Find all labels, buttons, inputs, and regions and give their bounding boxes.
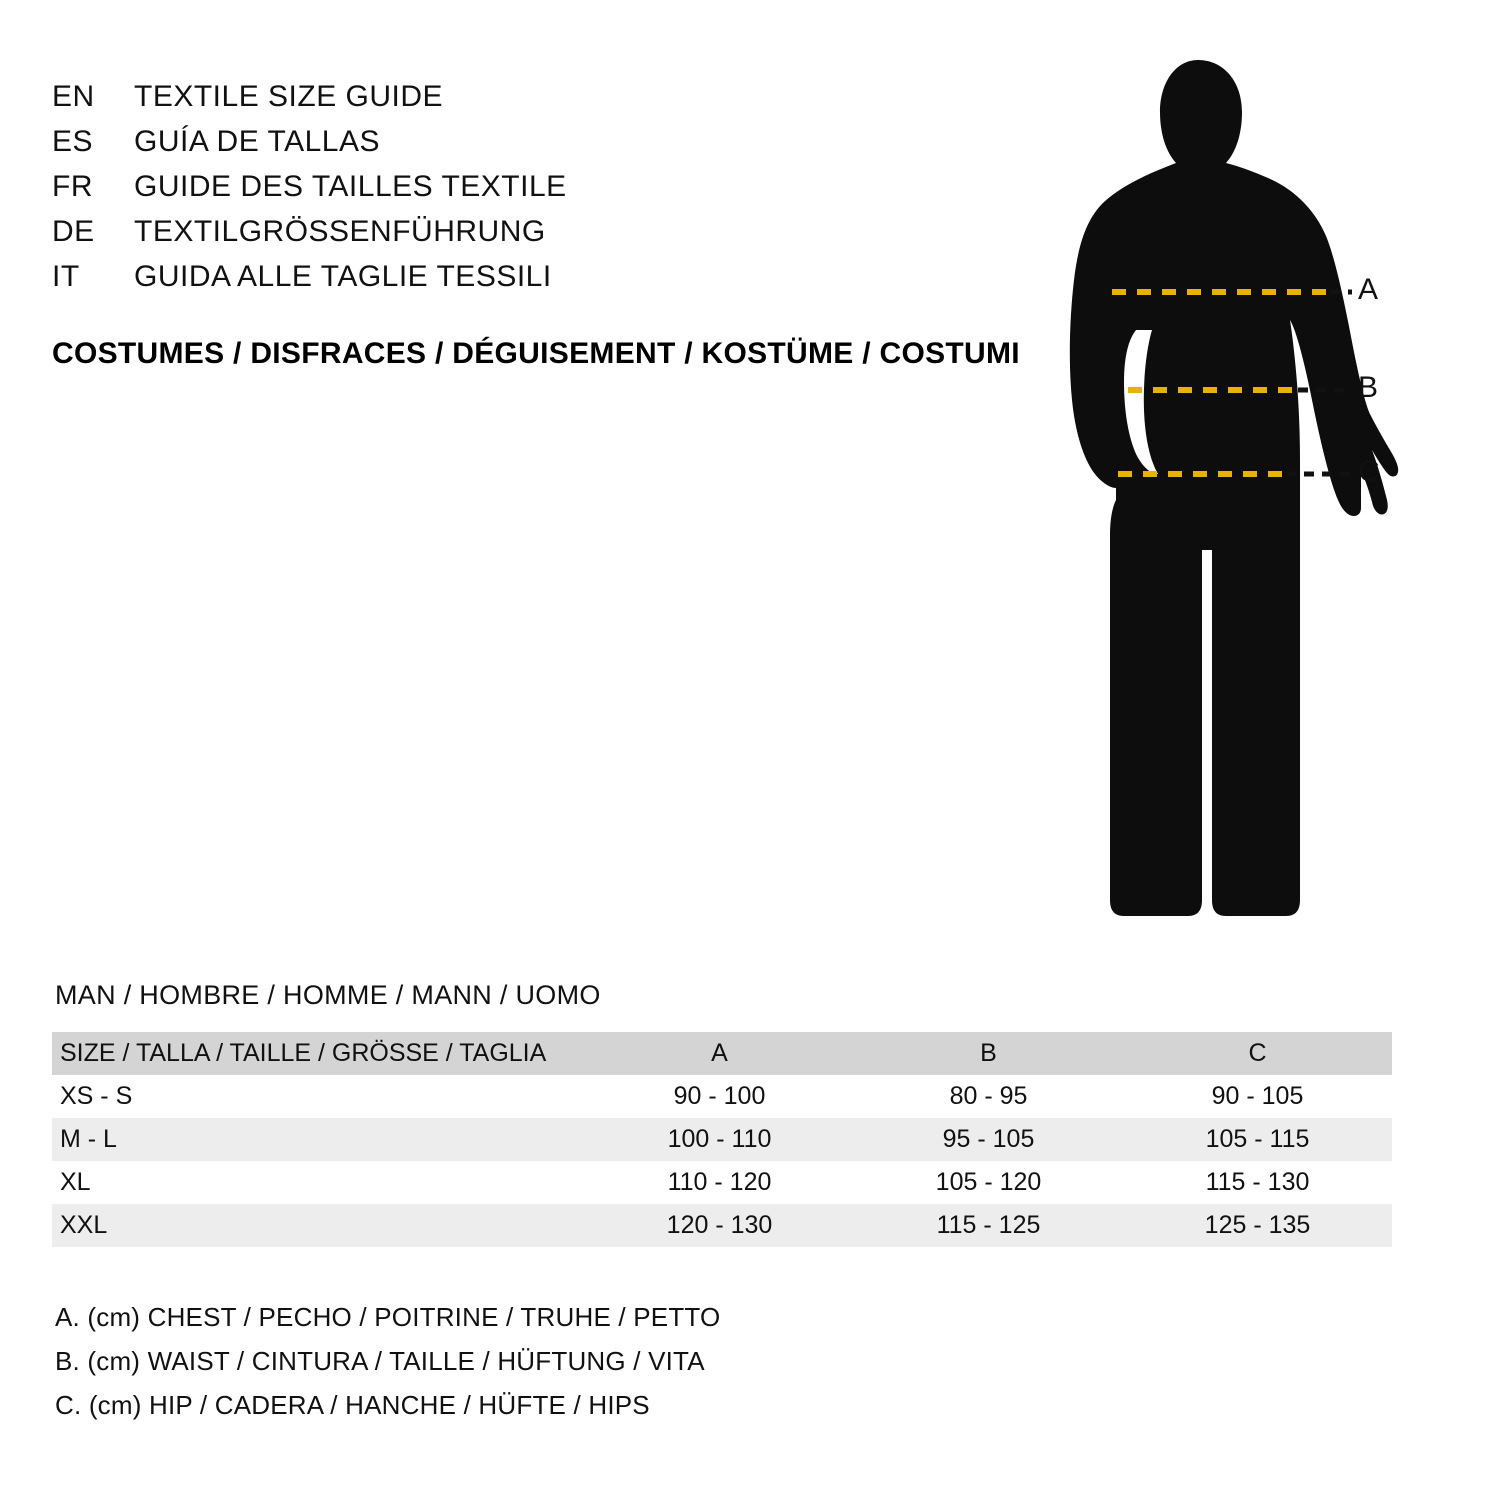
table-row [52, 1075, 1392, 1118]
cell-b: 105 - 120 [935, 1168, 1042, 1196]
language-title: GUIDA ALLE TAGLIE TESSILI [134, 260, 552, 293]
table-row [52, 1161, 1392, 1204]
cell-size: XL [60, 1168, 91, 1196]
column-header-size: SIZE / TALLA / TAILLE / GRÖSSE / TAGLIA [60, 1039, 547, 1067]
language-row-es [52, 119, 952, 164]
measurement-legend [55, 1295, 720, 1427]
language-title: GUIDE DES TAILLES TEXTILE [134, 170, 567, 203]
table-row [52, 1204, 1392, 1247]
language-title: TEXTILE SIZE GUIDE [134, 80, 444, 113]
legend-row-c: C. (cm) HIP / CADERA / HANCHE / HÜFTE / HIPS [55, 1390, 650, 1420]
cell-a: 110 - 120 [667, 1168, 772, 1196]
language-row-de [52, 209, 952, 254]
legend-row-a: A. (cm) CHEST / PECHO / POITRINE / TRUHE / PETTO [55, 1302, 721, 1332]
table-header-row [52, 1032, 1392, 1075]
language-code: IT [52, 260, 80, 293]
language-code: ES [52, 125, 94, 158]
language-row-en [52, 74, 952, 119]
cell-size: XXL [60, 1211, 108, 1239]
column-header-c: C [1248, 1039, 1267, 1067]
cell-c: 115 - 130 [1205, 1168, 1310, 1196]
costumes-subtitle: COSTUMES / DISFRACES / DÉGUISEMENT / KOSTÜME / COSTUMI [52, 337, 1020, 370]
language-title: TEXTILGRÖSSENFÜHRUNG [134, 215, 546, 248]
cell-a: 90 - 100 [673, 1082, 766, 1110]
table-row [52, 1118, 1392, 1161]
measure-label-c: C [1358, 455, 1380, 488]
table-caption: MAN / HOMBRE / HOMME / MANN / UOMO [55, 980, 601, 1010]
column-header-b: B [980, 1039, 997, 1067]
cell-a: 100 - 110 [667, 1125, 772, 1153]
body-measurement-figure [1000, 30, 1460, 940]
language-row-fr [52, 164, 952, 209]
cell-c: 105 - 115 [1205, 1125, 1310, 1153]
legend-row-b: B. (cm) WAIST / CINTURA / TAILLE / HÜFTUNG / VITA [55, 1346, 705, 1376]
cell-b: 115 - 125 [936, 1211, 1041, 1239]
language-code: DE [52, 215, 95, 248]
column-header-a: A [711, 1039, 728, 1067]
language-title: GUÍA DE TALLAS [134, 125, 380, 158]
cell-size: XS - S [60, 1082, 133, 1110]
language-code: FR [52, 170, 93, 203]
measure-label-a: A [1358, 273, 1379, 306]
language-row-it [52, 254, 952, 299]
cell-c: 90 - 105 [1211, 1082, 1304, 1110]
language-list [52, 74, 952, 299]
cell-c: 125 - 135 [1204, 1211, 1311, 1239]
cell-b: 95 - 105 [942, 1125, 1035, 1153]
language-code: EN [52, 80, 95, 113]
cell-b: 80 - 95 [949, 1082, 1028, 1110]
measure-label-b: B [1358, 371, 1379, 404]
cell-a: 120 - 130 [666, 1211, 773, 1239]
cell-size: M - L [60, 1125, 117, 1153]
silhouette-graphic [1000, 30, 1460, 940]
size-table [52, 1032, 1392, 1247]
